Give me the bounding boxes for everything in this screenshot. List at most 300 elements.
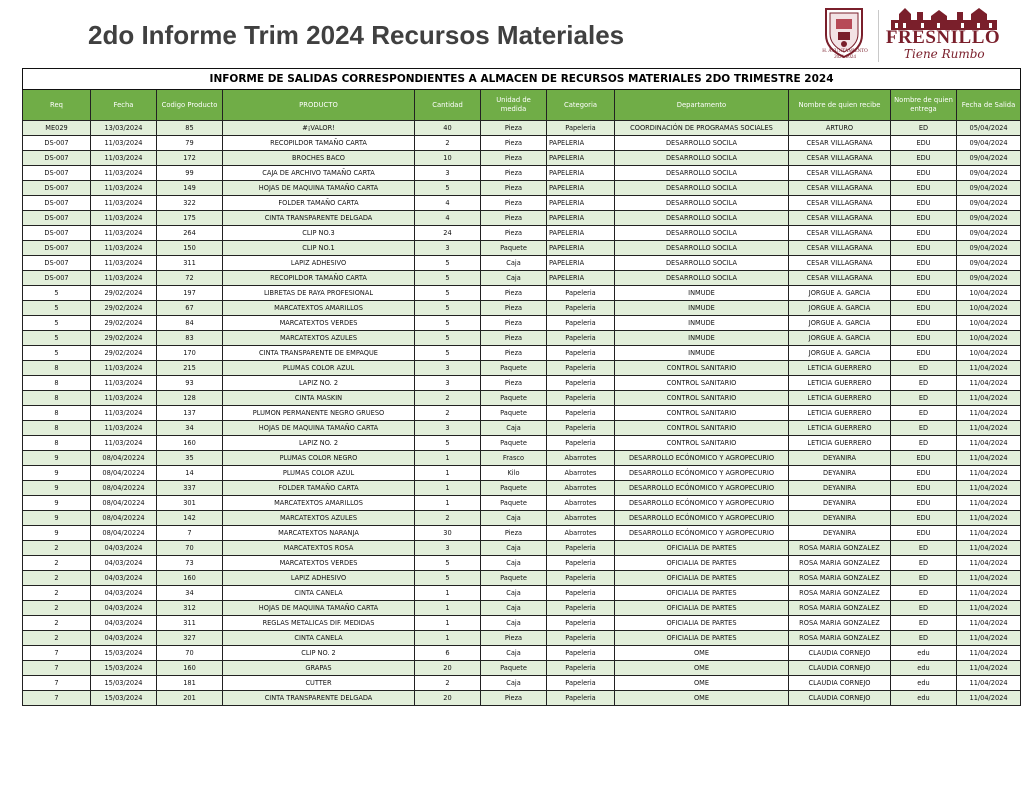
unidad-cell: Paquete <box>481 661 547 676</box>
codigo-cell: 172 <box>157 151 223 166</box>
fecha-salida-cell: 11/04/2024 <box>957 616 1021 631</box>
fecha-salida-cell: 11/04/2024 <box>957 691 1021 706</box>
entrega-cell: EDU <box>891 226 957 241</box>
req-cell: 2 <box>23 586 91 601</box>
fecha-salida-cell: 11/04/2024 <box>957 376 1021 391</box>
req-cell: 9 <box>23 526 91 541</box>
recibe-cell: DEYANIRA <box>789 496 891 511</box>
table-row <box>23 151 1021 166</box>
report-table <box>22 68 1021 706</box>
codigo-cell: 7 <box>157 526 223 541</box>
categoria-cell: Papeleria <box>547 361 615 376</box>
table-row <box>23 496 1021 511</box>
fecha-cell: 11/03/2024 <box>91 436 157 451</box>
categoria-cell: Papeleria <box>547 421 615 436</box>
unidad-cell: Pieza <box>481 181 547 196</box>
entrega-cell: EDU <box>891 331 957 346</box>
unidad-cell: Pieza <box>481 166 547 181</box>
producto-cell: MARCATEXTOS ROSA <box>223 541 415 556</box>
recibe-cell: JORGUE A. GARCIA <box>789 316 891 331</box>
recibe-cell: JORGUE A. GARCIA <box>789 346 891 361</box>
recibe-cell: DEYANIRA <box>789 451 891 466</box>
codigo-cell: 215 <box>157 361 223 376</box>
entrega-cell: ED <box>891 361 957 376</box>
table-row <box>23 271 1021 286</box>
cantidad-cell: 30 <box>415 526 481 541</box>
codigo-cell: 160 <box>157 661 223 676</box>
seal-caption: H. AYUNTAMIENTO 2021-2024 <box>822 49 868 60</box>
producto-cell: #¡VALOR! <box>223 121 415 136</box>
recibe-cell: DEYANIRA <box>789 466 891 481</box>
fecha-salida-cell: 09/04/2024 <box>957 136 1021 151</box>
unidad-cell: Caja <box>481 256 547 271</box>
categoria-cell: Papeleria <box>547 376 615 391</box>
fecha-salida-cell: 09/04/2024 <box>957 271 1021 286</box>
categoria-cell: Papeleria <box>547 631 615 646</box>
codigo-cell: 70 <box>157 541 223 556</box>
entrega-cell: EDU <box>891 181 957 196</box>
categoria-cell: Abarrotes <box>547 466 615 481</box>
producto-cell: PLUMON PERMANENTE NEGRO GRUESO <box>223 406 415 421</box>
req-cell: 2 <box>23 616 91 631</box>
fecha-cell: 04/03/2024 <box>91 601 157 616</box>
fecha-cell: 04/03/2024 <box>91 616 157 631</box>
entrega-cell: EDU <box>891 151 957 166</box>
codigo-cell: 311 <box>157 616 223 631</box>
fecha-cell: 11/03/2024 <box>91 196 157 211</box>
entrega-cell: ED <box>891 541 957 556</box>
departamento-cell: INMUDE <box>615 346 789 361</box>
codigo-cell: 35 <box>157 451 223 466</box>
entrega-cell: ED <box>891 631 957 646</box>
fecha-salida-cell: 11/04/2024 <box>957 436 1021 451</box>
req-cell: 5 <box>23 346 91 361</box>
recibe-cell: LETICIA GUERRERO <box>789 376 891 391</box>
categoria-cell: Abarrotes <box>547 511 615 526</box>
table-row <box>23 436 1021 451</box>
fecha-salida-cell: 11/04/2024 <box>957 496 1021 511</box>
table-row <box>23 676 1021 691</box>
producto-cell: HOJAS DE MAQUINA TAMAÑO CARTA <box>223 421 415 436</box>
departamento-cell: OME <box>615 646 789 661</box>
cantidad-cell: 4 <box>415 196 481 211</box>
departamento-cell: CONTROL SANITARIO <box>615 391 789 406</box>
page-title: 2do Informe Trim 2024 Recursos Materiales <box>88 20 625 50</box>
codigo-cell: 70 <box>157 646 223 661</box>
fecha-cell: 29/02/2024 <box>91 316 157 331</box>
unidad-cell: Paquete <box>481 496 547 511</box>
cantidad-cell: 10 <box>415 151 481 166</box>
fecha-salida-cell: 09/04/2024 <box>957 241 1021 256</box>
req-cell: 5 <box>23 286 91 301</box>
unidad-cell: Paquete <box>481 391 547 406</box>
recibe-cell: DEYANIRA <box>789 526 891 541</box>
producto-cell: REGLAS METALICAS DIF. MEDIDAS <box>223 616 415 631</box>
codigo-cell: 34 <box>157 586 223 601</box>
departamento-cell: DESARROLLO ECÓNOMICO Y AGROPECURIO <box>615 526 789 541</box>
unidad-cell: Pieza <box>481 331 547 346</box>
codigo-cell: 128 <box>157 391 223 406</box>
table-row <box>23 406 1021 421</box>
recibe-cell: CLAUDIA CORNEJO <box>789 646 891 661</box>
codigo-cell: 311 <box>157 256 223 271</box>
fecha-cell: 15/03/2024 <box>91 661 157 676</box>
cantidad-cell: 2 <box>415 511 481 526</box>
req-cell: 7 <box>23 661 91 676</box>
unidad-cell: Pieza <box>481 301 547 316</box>
req-cell: 9 <box>23 481 91 496</box>
categoria-cell: PAPELERIA <box>547 256 615 271</box>
cantidad-cell: 2 <box>415 391 481 406</box>
recibe-cell: DEYANIRA <box>789 511 891 526</box>
cantidad-cell: 5 <box>415 436 481 451</box>
categoria-cell: Papeleria <box>547 556 615 571</box>
categoria-cell: Abarrotes <box>547 526 615 541</box>
cantidad-cell: 1 <box>415 481 481 496</box>
producto-cell: RECOPILDOR TAMAÑO CARTA <box>223 271 415 286</box>
table-row <box>23 586 1021 601</box>
unidad-cell: Frasco <box>481 451 547 466</box>
producto-cell: MARCATEXTOS NARANJA <box>223 526 415 541</box>
recibe-cell: LETICIA GUERRERO <box>789 391 891 406</box>
categoria-cell: Papeleria <box>547 331 615 346</box>
table-row <box>23 196 1021 211</box>
report-banner: INFORME DE SALIDAS CORRESPONDIENTES A ALMACEN DE RECURSOS MATERIALES 2DO TRIMESTRE 2024 <box>23 69 1021 90</box>
column-header-quien-recibe: Nombre de quien recibe <box>789 90 891 121</box>
logo-divider <box>878 10 879 62</box>
entrega-cell: EDU <box>891 211 957 226</box>
column-header-quien-entrega: Nombre de quien entrega <box>891 90 957 121</box>
departamento-cell: DESARROLLO ECÓNOMICO Y AGROPECURIO <box>615 466 789 481</box>
cantidad-cell: 3 <box>415 241 481 256</box>
column-header-fecha: Fecha <box>91 90 157 121</box>
codigo-cell: 175 <box>157 211 223 226</box>
producto-cell: MARCATEXTOS AMARILLOS <box>223 301 415 316</box>
cantidad-cell: 5 <box>415 316 481 331</box>
cantidad-cell: 1 <box>415 601 481 616</box>
fecha-salida-cell: 11/04/2024 <box>957 676 1021 691</box>
producto-cell: MARCATEXTOS AZULES <box>223 331 415 346</box>
fecha-salida-cell: 11/04/2024 <box>957 481 1021 496</box>
fecha-cell: 04/03/2024 <box>91 571 157 586</box>
req-cell: DS-007 <box>23 241 91 256</box>
cantidad-cell: 2 <box>415 676 481 691</box>
table-row <box>23 571 1021 586</box>
entrega-cell: ED <box>891 406 957 421</box>
fecha-salida-cell: 11/04/2024 <box>957 466 1021 481</box>
cantidad-cell: 5 <box>415 271 481 286</box>
req-cell: 9 <box>23 466 91 481</box>
codigo-cell: 137 <box>157 406 223 421</box>
departamento-cell: DESARROLLO SOCILA <box>615 181 789 196</box>
fecha-salida-cell: 11/04/2024 <box>957 511 1021 526</box>
producto-cell: LAPIZ NO. 2 <box>223 376 415 391</box>
producto-cell: CLIP NO.3 <box>223 226 415 241</box>
categoria-cell: PAPELERIA <box>547 271 615 286</box>
recibe-cell: CESAR VILLAGRANA <box>789 136 891 151</box>
recibe-cell: LETICIA GUERRERO <box>789 421 891 436</box>
departamento-cell: CONTROL SANITARIO <box>615 421 789 436</box>
fecha-cell: 04/03/2024 <box>91 631 157 646</box>
cantidad-cell: 5 <box>415 331 481 346</box>
fecha-salida-cell: 11/04/2024 <box>957 541 1021 556</box>
table-body <box>23 121 1021 706</box>
unidad-cell: Caja <box>481 556 547 571</box>
table-row <box>23 616 1021 631</box>
departamento-cell: DESARROLLO SOCILA <box>615 211 789 226</box>
departamento-cell: CONTROL SANITARIO <box>615 406 789 421</box>
codigo-cell: 301 <box>157 496 223 511</box>
producto-cell: CINTA TRANSPARENTE DE EMPAQUE <box>223 346 415 361</box>
producto-cell: LAPIZ ADHESIVO <box>223 571 415 586</box>
codigo-cell: 79 <box>157 136 223 151</box>
fecha-cell: 08/04/20224 <box>91 496 157 511</box>
req-cell: DS-007 <box>23 181 91 196</box>
recibe-cell: JORGUE A. GARCIA <box>789 286 891 301</box>
recibe-cell: LETICIA GUERRERO <box>789 406 891 421</box>
entrega-cell: EDU <box>891 286 957 301</box>
req-cell: DS-007 <box>23 196 91 211</box>
entrega-cell: edu <box>891 646 957 661</box>
table-row <box>23 601 1021 616</box>
req-cell: 7 <box>23 676 91 691</box>
unidad-cell: Pieza <box>481 286 547 301</box>
entrega-cell: ED <box>891 376 957 391</box>
categoria-cell: Abarrotes <box>547 451 615 466</box>
table-row <box>23 451 1021 466</box>
codigo-cell: 149 <box>157 181 223 196</box>
recibe-cell: LETICIA GUERRERO <box>789 436 891 451</box>
codigo-cell: 34 <box>157 421 223 436</box>
cantidad-cell: 1 <box>415 631 481 646</box>
brand-name: FRESNILLO <box>885 27 1001 48</box>
req-cell: 8 <box>23 361 91 376</box>
cantidad-cell: 40 <box>415 121 481 136</box>
codigo-cell: 99 <box>157 166 223 181</box>
column-header-categoria: Categoria <box>547 90 615 121</box>
fecha-cell: 13/03/2024 <box>91 121 157 136</box>
departamento-cell: INMUDE <box>615 286 789 301</box>
recibe-cell: CESAR VILLAGRANA <box>789 271 891 286</box>
cantidad-cell: 5 <box>415 256 481 271</box>
unidad-cell: Paquete <box>481 571 547 586</box>
recibe-cell: CLAUDIA CORNEJO <box>789 661 891 676</box>
departamento-cell: DESARROLLO SOCILA <box>615 136 789 151</box>
req-cell: 8 <box>23 421 91 436</box>
fecha-salida-cell: 11/04/2024 <box>957 421 1021 436</box>
departamento-cell: OME <box>615 691 789 706</box>
producto-cell: PLUMAS COLOR AZUL <box>223 361 415 376</box>
entrega-cell: EDU <box>891 511 957 526</box>
unidad-cell: Caja <box>481 271 547 286</box>
departamento-cell: DESARROLLO ECÓNOMICO Y AGROPECURIO <box>615 511 789 526</box>
column-header-codigo-producto: Codigo Producto <box>157 90 223 121</box>
req-cell: 2 <box>23 631 91 646</box>
entrega-cell: ED <box>891 616 957 631</box>
entrega-cell: EDU <box>891 256 957 271</box>
entrega-cell: EDU <box>891 166 957 181</box>
categoria-cell: Papeleria <box>547 121 615 136</box>
entrega-cell: EDU <box>891 241 957 256</box>
fecha-salida-cell: 11/04/2024 <box>957 586 1021 601</box>
codigo-cell: 67 <box>157 301 223 316</box>
fecha-salida-cell: 11/04/2024 <box>957 571 1021 586</box>
departamento-cell: DESARROLLO ECÓNOMICO Y AGROPECURIO <box>615 496 789 511</box>
req-cell: 2 <box>23 556 91 571</box>
req-cell: DS-007 <box>23 271 91 286</box>
cantidad-cell: 5 <box>415 571 481 586</box>
entrega-cell: ED <box>891 571 957 586</box>
categoria-cell: Papeleria <box>547 301 615 316</box>
req-cell: 8 <box>23 376 91 391</box>
table-row <box>23 121 1021 136</box>
categoria-cell: Abarrotes <box>547 481 615 496</box>
req-cell: DS-007 <box>23 166 91 181</box>
unidad-cell: Pieza <box>481 316 547 331</box>
producto-cell: LAPIZ NO. 2 <box>223 436 415 451</box>
cantidad-cell: 6 <box>415 646 481 661</box>
req-cell: 2 <box>23 541 91 556</box>
codigo-cell: 142 <box>157 511 223 526</box>
cantidad-cell: 1 <box>415 466 481 481</box>
cantidad-cell: 3 <box>415 421 481 436</box>
req-cell: DS-007 <box>23 226 91 241</box>
entrega-cell: EDU <box>891 316 957 331</box>
producto-cell: CINTA MASKIN <box>223 391 415 406</box>
entrega-cell: EDU <box>891 136 957 151</box>
table-row <box>23 631 1021 646</box>
departamento-cell: OFICIALIA DE PARTES <box>615 631 789 646</box>
entrega-cell: ED <box>891 421 957 436</box>
entrega-cell: EDU <box>891 526 957 541</box>
categoria-cell: Papeleria <box>547 616 615 631</box>
fecha-salida-cell: 09/04/2024 <box>957 166 1021 181</box>
fecha-salida-cell: 11/04/2024 <box>957 526 1021 541</box>
fecha-cell: 11/03/2024 <box>91 151 157 166</box>
fecha-salida-cell: 11/04/2024 <box>957 391 1021 406</box>
fecha-salida-cell: 09/04/2024 <box>957 256 1021 271</box>
departamento-cell: CONTROL SANITARIO <box>615 436 789 451</box>
table-row <box>23 346 1021 361</box>
departamento-cell: DESARROLLO SOCILA <box>615 166 789 181</box>
producto-cell: MARCATEXTOS VERDES <box>223 316 415 331</box>
table-row <box>23 166 1021 181</box>
fecha-salida-cell: 09/04/2024 <box>957 181 1021 196</box>
unidad-cell: Caja <box>481 601 547 616</box>
entrega-cell: EDU <box>891 451 957 466</box>
categoria-cell: Papeleria <box>547 691 615 706</box>
fecha-cell: 04/03/2024 <box>91 541 157 556</box>
unidad-cell: Pieza <box>481 631 547 646</box>
producto-cell: LIBRETAS DE RAYA PROFESIONAL <box>223 286 415 301</box>
cantidad-cell: 5 <box>415 346 481 361</box>
producto-cell: MARCATEXTOS AMARILLOS <box>223 496 415 511</box>
fecha-cell: 15/03/2024 <box>91 691 157 706</box>
departamento-cell: OME <box>615 661 789 676</box>
fecha-salida-cell: 10/04/2024 <box>957 331 1021 346</box>
req-cell: 5 <box>23 316 91 331</box>
categoria-cell: PAPELERIA <box>547 211 615 226</box>
fecha-cell: 08/04/20224 <box>91 451 157 466</box>
cantidad-cell: 1 <box>415 586 481 601</box>
fecha-salida-cell: 09/04/2024 <box>957 196 1021 211</box>
codigo-cell: 201 <box>157 691 223 706</box>
fecha-cell: 11/03/2024 <box>91 271 157 286</box>
recibe-cell: CESAR VILLAGRANA <box>789 211 891 226</box>
producto-cell: LAPIZ ADHESIVO <box>223 256 415 271</box>
codigo-cell: 197 <box>157 286 223 301</box>
fecha-salida-cell: 11/04/2024 <box>957 661 1021 676</box>
fecha-cell: 29/02/2024 <box>91 301 157 316</box>
departamento-cell: DESARROLLO SOCILA <box>615 226 789 241</box>
table-row <box>23 226 1021 241</box>
recibe-cell: CESAR VILLAGRANA <box>789 256 891 271</box>
cantidad-cell: 5 <box>415 301 481 316</box>
fecha-cell: 11/03/2024 <box>91 136 157 151</box>
fecha-cell: 08/04/20224 <box>91 466 157 481</box>
departamento-cell: DESARROLLO SOCILA <box>615 271 789 286</box>
producto-cell: PLUMAS COLOR AZUL <box>223 466 415 481</box>
recibe-cell: ROSA MARIA GONZALEZ <box>789 541 891 556</box>
fecha-salida-cell: 11/04/2024 <box>957 556 1021 571</box>
req-cell: 8 <box>23 406 91 421</box>
fecha-cell: 15/03/2024 <box>91 646 157 661</box>
categoria-cell: PAPELERIA <box>547 196 615 211</box>
departamento-cell: OFICIALIA DE PARTES <box>615 601 789 616</box>
fecha-cell: 11/03/2024 <box>91 226 157 241</box>
codigo-cell: 73 <box>157 556 223 571</box>
categoria-cell: Papeleria <box>547 541 615 556</box>
codigo-cell: 84 <box>157 316 223 331</box>
fecha-salida-cell: 11/04/2024 <box>957 601 1021 616</box>
fecha-salida-cell: 10/04/2024 <box>957 286 1021 301</box>
unidad-cell: Pieza <box>481 376 547 391</box>
fecha-cell: 29/02/2024 <box>91 331 157 346</box>
cantidad-cell: 1 <box>415 616 481 631</box>
brand-tagline: Tiene Rumbo <box>904 47 985 61</box>
req-cell: 8 <box>23 391 91 406</box>
departamento-cell: OFICIALIA DE PARTES <box>615 586 789 601</box>
cantidad-cell: 4 <box>415 211 481 226</box>
fecha-cell: 08/04/20224 <box>91 526 157 541</box>
categoria-cell: Papeleria <box>547 571 615 586</box>
table-row <box>23 646 1021 661</box>
table-row <box>23 136 1021 151</box>
categoria-cell: Papeleria <box>547 286 615 301</box>
recibe-cell: CLAUDIA CORNEJO <box>789 676 891 691</box>
producto-cell: BROCHES BACO <box>223 151 415 166</box>
departamento-cell: DESARROLLO SOCILA <box>615 241 789 256</box>
entrega-cell: edu <box>891 691 957 706</box>
unidad-cell: Pieza <box>481 211 547 226</box>
cantidad-cell: 5 <box>415 181 481 196</box>
recibe-cell: CESAR VILLAGRANA <box>789 151 891 166</box>
column-header-producto: PRODUCTO <box>223 90 415 121</box>
table-row <box>23 466 1021 481</box>
codigo-cell: 14 <box>157 466 223 481</box>
entrega-cell: ED <box>891 121 957 136</box>
unidad-cell: Caja <box>481 676 547 691</box>
producto-cell: FOLDER TAMAÑO CARTA <box>223 196 415 211</box>
fecha-cell: 11/03/2024 <box>91 376 157 391</box>
categoria-cell: PAPELERIA <box>547 151 615 166</box>
column-header-unidad-de-medida: Unidad de medida <box>481 90 547 121</box>
departamento-cell: OFICIALIA DE PARTES <box>615 571 789 586</box>
unidad-cell: Pieza <box>481 346 547 361</box>
categoria-cell: Papeleria <box>547 646 615 661</box>
entrega-cell: EDU <box>891 346 957 361</box>
codigo-cell: 181 <box>157 676 223 691</box>
